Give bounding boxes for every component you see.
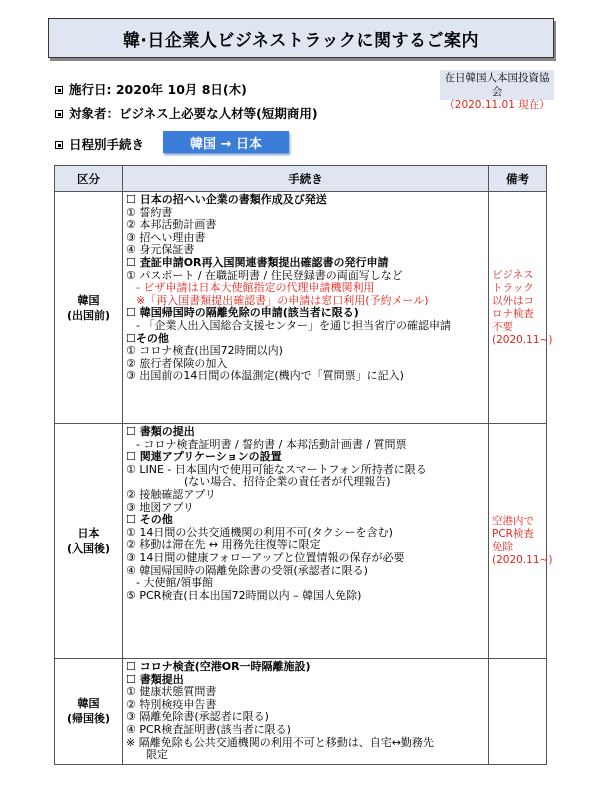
remarks-line: 以外はコロナ検査	[492, 294, 534, 320]
procedure-line: ① 健康状態質問書	[126, 685, 217, 699]
procedure-cell	[123, 659, 489, 765]
procedure-line: ④ 身元保証書	[126, 243, 195, 257]
remarks-line: 免除	[492, 541, 513, 553]
header-procedure: 手続き	[123, 166, 489, 192]
procedure-line: ③ 招へい理由書	[126, 230, 206, 244]
route-korea-to-japan-button[interactable]: 韓国 → 日本	[163, 131, 289, 153]
procedure-line: ④ 韓国帰国時の隔離免除書の受領(承認者に限る)	[126, 563, 368, 577]
bullet-square-icon	[55, 141, 63, 149]
category-label: (出国前)	[66, 308, 111, 322]
procedure-line: ③ 出国前の14日間の体温測定(機内で「質問票」に記入)	[126, 369, 404, 383]
bullet-square-icon	[55, 86, 63, 94]
procedure-line: ③ 隔離免除書(承認者に限る)	[126, 710, 269, 724]
category-label: (帰国後)	[66, 712, 111, 726]
remarks-cell	[489, 192, 553, 424]
procedure-table	[54, 165, 553, 765]
procedure-line: ⑤ PCR検査(日本出国72時間以内 – 韓国人免除)	[126, 588, 362, 602]
procedure-line: ② 接触確認アプリ	[126, 487, 216, 501]
category-cell	[55, 192, 123, 424]
procedure-line: ① 誓約書	[126, 205, 173, 219]
procedure-line: ☐ 査証申請OR再入国関連書類提出確認書の発行申請	[126, 255, 389, 269]
procedure-line: ① 14日間の公共交通機関の利用不可(タクシーを含む)	[126, 525, 393, 539]
schedule-label	[55, 135, 144, 153]
table-row	[55, 659, 547, 765]
procedure-line: ☐ 書類提出	[126, 672, 184, 686]
procedure-line: - 「企業人出入国総合支援センター」を通じ担当省庁の確認申請	[136, 318, 452, 332]
procedure-line: ④ PCR検査証明書(該当者に限る)	[126, 722, 291, 736]
category-cell	[55, 424, 123, 659]
procedure-line: - コロナ検査証明書 / 誓約書 / 本邦活動計画書 / 質問票	[136, 437, 407, 451]
page-title: 韓·日企業人ビジネストラックに関するご案内	[48, 18, 554, 58]
procedure-line: - ビザ申請は日本大使館指定の代理申請機関利用	[136, 281, 375, 295]
procedure-line: ② 特別検疫申告書	[126, 697, 217, 711]
procedure-line: ☐ その他	[126, 513, 173, 527]
procedure-cell	[123, 424, 489, 659]
target-persons-text: 対象者：ビジネス上必要な人材等(短期商用)	[69, 106, 318, 121]
procedure-line: ☐ 書類の提出	[126, 425, 195, 438]
procedure-line: - 大使館/領事館	[136, 576, 214, 590]
category-cell	[55, 659, 123, 765]
procedure-line: ① パスポート / 在職証明書 / 住民登録書の両面写しなど	[126, 268, 403, 282]
remarks-line: ビジネストラック	[492, 268, 534, 294]
procedure-line: ② 移動は滞在先 ↔ 用務先往復等に限定	[126, 538, 321, 552]
procedure-line: 限定	[146, 748, 168, 762]
procedure-line: (ない場合、招待企業の責任者が代理報告)	[184, 475, 391, 489]
target-persons	[55, 104, 318, 122]
header-remarks: 備考	[489, 166, 547, 192]
procedure-line: ☐ 韓国帰国時の隔離免除の申請(該当者に限る)	[126, 306, 359, 320]
remarks-cell	[489, 424, 553, 659]
table-row	[55, 424, 547, 659]
category-label: 日本	[77, 527, 100, 540]
organization-name: 在日韓国人本国投資協会	[444, 72, 550, 98]
remarks-line: 不要	[492, 320, 513, 333]
remarks-line: 空港内でPCR検査	[492, 515, 534, 540]
category-label: 韓国	[77, 293, 100, 307]
procedure-line: ② 旅行者保険の加入	[126, 356, 228, 370]
procedure-line: ☐ 関連アプリケーションの設置	[126, 450, 282, 464]
enforcement-date-text: 施行日: 2020年 10月 8日(木)	[69, 82, 247, 97]
header-category: 区分	[55, 166, 123, 192]
procedure-line: ☐ コロナ検査(空港OR一時隔離施設)	[126, 660, 311, 673]
organization-date: （2020.11.01 現在）	[444, 99, 550, 111]
category-label: 韓国	[77, 697, 100, 711]
table-header-row	[55, 166, 547, 192]
bullet-square-icon	[55, 110, 63, 118]
remarks-line: (2020.11~)	[492, 554, 553, 566]
procedure-line: ☐ 日本の招へい企業の書類作成及び発送	[126, 193, 327, 206]
procedure-cell	[123, 192, 489, 424]
schedule-label-text: 日程別手続き	[69, 137, 145, 152]
table-row	[55, 192, 547, 424]
organization-box	[440, 70, 554, 111]
procedure-line: ② 本邦活動計画書	[126, 218, 217, 232]
procedure-line: ☐その他	[126, 331, 169, 345]
procedure-line: ※「再入国書類提出確認書」の申請は窓口利用(予約メール)	[136, 293, 429, 307]
remarks-cell	[489, 659, 547, 765]
category-label: (入国後)	[66, 542, 111, 555]
enforcement-date	[55, 80, 247, 98]
procedure-line: ① コロナ検査(出国72時間以内)	[126, 344, 283, 358]
remarks-line: (2020.11~)	[492, 333, 553, 346]
procedure-line: ① LINE - 日本国内で使用可能なスマートフォン所持者に限る	[126, 462, 427, 476]
procedure-line: ※ 隔離免除も公共交通機関の利用不可と移動は、自宅↔勤務先	[126, 735, 434, 749]
procedure-line: ③ 14日間の健康フォローアップと位置情報の保存が必要	[126, 550, 405, 564]
procedure-line: ③ 地図アプリ	[126, 500, 194, 514]
